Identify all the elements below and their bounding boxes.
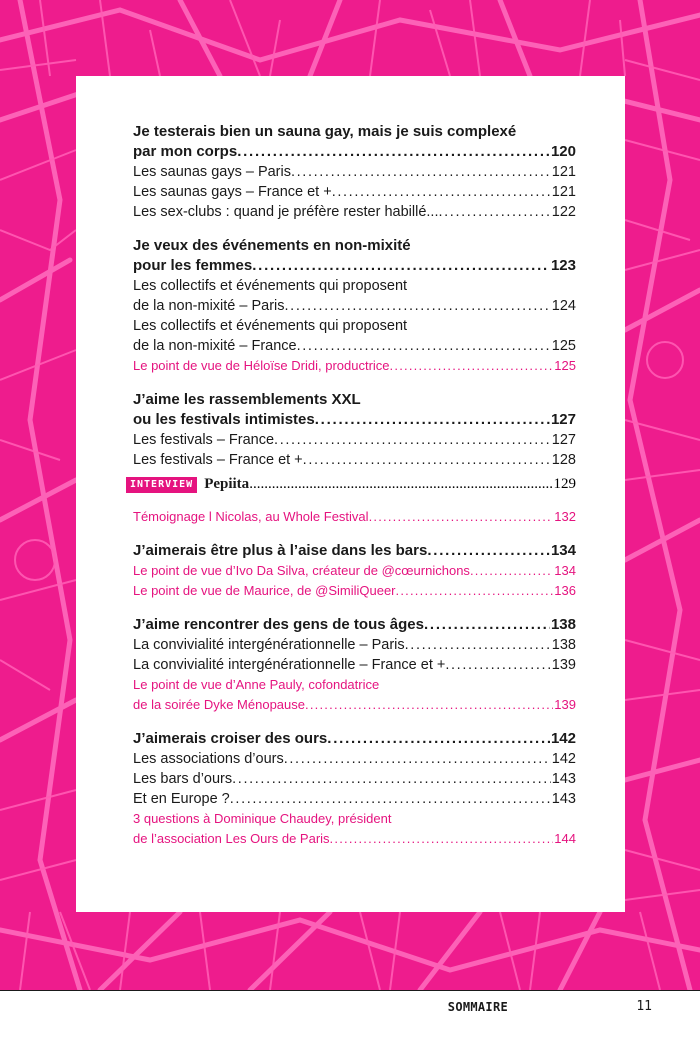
page-number: 142: [550, 730, 576, 747]
leader-dots: [427, 541, 550, 561]
item-label: de la non-mixité – Paris: [133, 298, 285, 314]
viewpoint-block: [133, 675, 576, 715]
item-label: Témoignage l Nicolas, au Whole Festival: [133, 509, 369, 524]
leader-dots: [396, 581, 554, 601]
leader-dots: [369, 507, 554, 527]
leader-dots: [305, 695, 553, 715]
page-number: 138: [551, 637, 576, 653]
page-number: 144: [554, 831, 576, 846]
section-heading: [133, 122, 576, 162]
toc-item[interactable]: [133, 162, 576, 182]
toc-section: [133, 615, 576, 715]
item-label: de la soirée Dyke Ménopause: [133, 697, 305, 712]
page-number: 132: [554, 509, 576, 524]
leader-dots: [332, 182, 551, 202]
item-label: de la non-mixité – France: [133, 338, 297, 354]
page-number: 128: [551, 452, 576, 468]
leader-dots: [252, 256, 550, 276]
toc-item[interactable]: [133, 202, 576, 222]
item-label: La convivialité intergénérationnelle – Paris: [133, 637, 405, 653]
heading-label: J’aimerais être plus à l’aise dans les bars: [133, 542, 428, 559]
toc-section: [133, 390, 576, 470]
leader-dots: [291, 162, 551, 182]
toc-item[interactable]: [133, 296, 576, 316]
heading-label: pour les femmes: [133, 257, 253, 274]
item-line: Les collectifs et événements qui proposent: [133, 278, 408, 294]
page-number: 134: [550, 542, 576, 559]
section-heading: [133, 615, 576, 635]
toc-item-viewpoint[interactable]: [133, 695, 576, 715]
toc-item-viewpoint[interactable]: [133, 356, 576, 376]
item-label: Les saunas gays – France et +: [133, 184, 332, 200]
heading-entry[interactable]: [133, 410, 576, 430]
heading-entry[interactable]: [133, 256, 576, 276]
heading-label: par mon corps: [133, 143, 238, 160]
page-number: 127: [551, 432, 576, 448]
toc-item[interactable]: [133, 450, 576, 470]
item-line: 3 questions à Dominique Chaudey, président: [133, 811, 392, 826]
toc-item[interactable]: [133, 430, 576, 450]
page-number: 125: [554, 358, 576, 373]
page-number: 127: [550, 411, 576, 428]
table-of-contents: [130, 122, 576, 863]
item-label: Et en Europe ?: [133, 791, 230, 807]
leader-dots: [297, 336, 551, 356]
page-number: 136: [554, 583, 576, 598]
heading-entry[interactable]: [133, 615, 576, 635]
leader-dots: [405, 635, 551, 655]
item-label: Les saunas gays – Paris: [133, 164, 291, 180]
page-number: 121: [551, 164, 576, 180]
page-number: 124: [551, 298, 576, 314]
toc-item[interactable]: [133, 655, 576, 675]
item-label: Les bars d’ours: [133, 771, 233, 787]
item-label: La convivialité intergénérationnelle – France et +: [133, 657, 446, 673]
toc-item-viewpoint[interactable]: [133, 581, 576, 601]
heading-entry[interactable]: [133, 541, 576, 561]
item-label: Le point de vue de Maurice, de @SimiliQueer: [133, 583, 396, 598]
section-heading: [133, 541, 576, 561]
toc-section: [133, 541, 576, 601]
contents-panel: [76, 76, 625, 912]
page-number: 138: [550, 616, 576, 633]
testimony-entry[interactable]: [133, 507, 576, 527]
leader-dots: [237, 142, 550, 162]
section-heading: [133, 236, 576, 276]
viewpoint-block: [133, 809, 576, 849]
leader-dots: [303, 450, 551, 470]
heading-label: J’aimerais croiser des ours: [133, 730, 328, 747]
leader-dots: [285, 296, 551, 316]
toc-item[interactable]: [133, 182, 576, 202]
toc-section: [133, 122, 576, 222]
toc-item[interactable]: [133, 749, 576, 769]
item-line: Le point de vue d’Anne Pauly, cofondatrice: [133, 677, 380, 692]
section-heading: [133, 729, 576, 749]
heading-label: J’aime rencontrer des gens de tous âges: [133, 616, 424, 633]
leader-dots: [330, 829, 554, 849]
item-line: Les collectifs et événements qui proposent: [133, 318, 408, 334]
item-label: Les festivals – France et +: [133, 452, 303, 468]
page-number: 129: [553, 476, 576, 492]
leader-dots: [230, 789, 551, 809]
page-number: 123: [550, 257, 576, 274]
heading-entry[interactable]: [133, 142, 576, 162]
leader-dots: [390, 356, 554, 376]
toc-item[interactable]: [133, 789, 576, 809]
item-label: de l’association Les Ours de Paris: [133, 831, 330, 846]
leader-dots: [438, 202, 550, 222]
item-label: Le point de vue d’Ivo Da Silva, créateur de @cœurnichons: [133, 563, 470, 578]
toc-item[interactable]: [133, 336, 576, 356]
interview-badge: INTERVIEW: [126, 477, 197, 493]
item-label: Les festivals – France: [133, 432, 275, 448]
page-number: 122: [551, 204, 576, 220]
page-number: 143: [551, 791, 576, 807]
toc-item-viewpoint[interactable]: [133, 829, 576, 849]
heading-line: J’aime les rassemblements XXL: [133, 391, 361, 408]
leader-dots: [315, 410, 550, 430]
footer-page-number: 11: [636, 999, 652, 1014]
interview-entry[interactable]: [126, 476, 576, 493]
leader-dots: [249, 476, 553, 493]
heading-entry[interactable]: [133, 729, 576, 749]
testimony-group: [133, 507, 576, 527]
heading-label: ou les festivals intimistes: [133, 411, 315, 428]
leader-dots: [445, 655, 550, 675]
page-footer: [0, 990, 700, 1050]
page-number: 142: [551, 751, 576, 767]
section-heading: [133, 390, 576, 430]
item-label: Les associations d’ours: [133, 751, 284, 767]
heading-line: Je testerais bien un sauna gay, mais je suis complexé: [133, 123, 517, 140]
leader-dots: [327, 729, 550, 749]
interview-name: Pepiita: [204, 476, 250, 492]
toc-item[interactable]: [133, 769, 576, 789]
toc-item-viewpoint[interactable]: [133, 561, 576, 581]
leader-dots: [284, 749, 551, 769]
toc-item[interactable]: [133, 635, 576, 655]
leader-dots: [274, 430, 551, 450]
item-label: Le point de vue de Héloïse Dridi, productrice: [133, 358, 390, 373]
page-number: 125: [551, 338, 576, 354]
footer-section-title: SOMMAIRE: [447, 1000, 508, 1014]
page-number: 134: [554, 563, 576, 578]
heading-line: Je veux des événements en non-mixité: [133, 237, 411, 254]
leader-dots: [470, 561, 553, 581]
toc-section: [133, 236, 576, 376]
page-number: 139: [551, 657, 576, 673]
leader-dots: [424, 615, 550, 635]
page-number: 120: [550, 143, 576, 160]
item-label: Les sex-clubs : quand je préfère rester habillé...: [133, 204, 439, 220]
page-number: 143: [551, 771, 576, 787]
page-number: 121: [551, 184, 576, 200]
toc-section: [133, 729, 576, 849]
page-number: 139: [554, 697, 576, 712]
leader-dots: [232, 769, 551, 789]
